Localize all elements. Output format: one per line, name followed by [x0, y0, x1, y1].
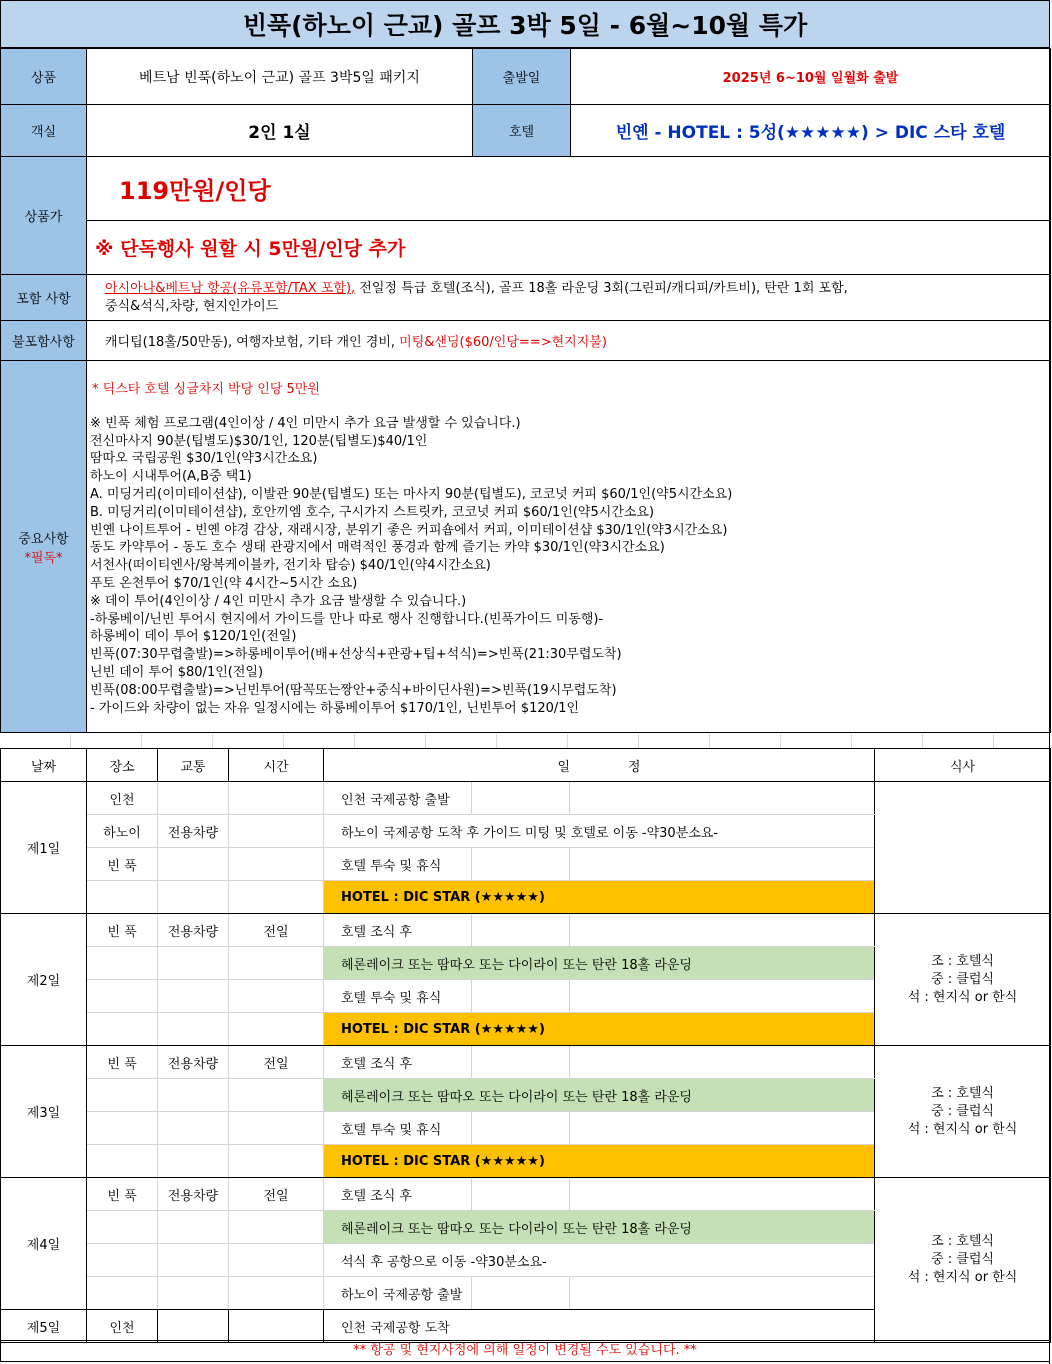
day4-time: 전일 — [229, 1178, 324, 1211]
day3-plan-1: 호텔 조식 후 — [324, 1046, 472, 1079]
important-line: 빈푹(08:00무렵출발)=>닌빈투어(땀꼭또는짱안+중식+바이딘사원)=>빈푹(19시무렵도착) — [90, 682, 617, 698]
day1-plan-2: 하노이 국제공항 도착 후 가이드 미팅 및 호텔로 이동 -약30분소요- — [324, 815, 875, 848]
day4-plan-1: 호텔 조식 후 — [324, 1178, 472, 1211]
important-line: A. 미딩거리(이미테이션샵), 이발관 90분(팁별도) 또는 마사지 90분(팁별도), 코코넛 커피 $60/1인(약5시간소요) — [90, 486, 733, 502]
day2-plan-1: 호텔 조식 후 — [324, 914, 472, 947]
day3-meal-lunch: 중 : 클럽식 — [931, 1103, 994, 1119]
product-label: 상품 — [1, 49, 87, 105]
day2-meal — [875, 914, 1051, 1046]
header-plan: 일 정 — [324, 749, 875, 782]
day4-meal-lunch: 중 : 클럽식 — [931, 1252, 994, 1267]
day3-meal-dinner: 석 : 현지식 or 한식 — [907, 1121, 1018, 1137]
day1-label: 제1일 — [1, 782, 87, 914]
day2-time: 전일 — [229, 914, 324, 947]
day3-meal — [875, 1046, 1051, 1178]
day1-plan-1: 인천 국제공항 출발 — [324, 782, 472, 815]
day1-place-3: 빈 푹 — [87, 848, 158, 881]
important-line: 동도 카약투어 - 동도 호수 생태 관광지에서 매력적인 풍경과 함께 즐기는 카약 $30/1인(약3시간소요) — [90, 540, 665, 556]
day4-plan-4: 하노이 국제공항 출발 — [324, 1277, 472, 1310]
right-border — [1049, 0, 1050, 1364]
important-label: 중요사항 — [18, 531, 69, 547]
important-label-cell — [1, 361, 87, 733]
include-value — [87, 275, 1051, 321]
header-transport: 교통 — [158, 749, 229, 782]
price-note: ※ 단독행사 원할 시 5만원/인당 추가 — [87, 221, 1051, 275]
room-value: 2인 1실 — [87, 105, 473, 157]
day3-meal-breakfast: 조 : 호텔식 — [931, 1085, 994, 1101]
day4-meal-dinner: 석 : 현지식 or 한식 — [907, 1270, 1018, 1285]
footer-notice: ** 항공 및 현지사정에 의해 일정이 변경될 수도 있습니다. ** — [0, 1340, 1050, 1362]
day4-meal — [875, 1178, 1051, 1343]
hotel-value: 빈옌 - HOTEL : 5성(★★★★★) > DIC 스타 호텔 — [571, 105, 1051, 157]
day3-time: 전일 — [229, 1046, 324, 1079]
departure-label: 출발일 — [473, 49, 571, 105]
day3-transport: 전용차량 — [158, 1046, 229, 1079]
day4-place: 빈 푹 — [87, 1178, 158, 1211]
day5-place: 인천 — [87, 1310, 158, 1343]
day3-place: 빈 푹 — [87, 1046, 158, 1079]
day2-place: 빈 푹 — [87, 914, 158, 947]
important-line: 빈푹(07:30무렵출발)=>하롱베이투어(배+선상식+관광+팁+석식)=>빈푹(21:30무렵도착) — [90, 647, 622, 663]
day4-plan-3: 석식 후 공항으로 이동 -약30분소요- — [324, 1244, 875, 1277]
day4-transport: 전용차량 — [158, 1178, 229, 1211]
price-value: 119만원/인당 — [87, 157, 1051, 221]
price-label: 상품가 — [1, 157, 87, 275]
include-items-1: 전일정 특급 호텔(조식), 골프 18홀 라운딩 3회(그린피/캐디피/카트비), 탄란 1회 포함, — [355, 280, 848, 296]
departure-value: 2025년 6~10월 일월화 출발 — [571, 49, 1051, 105]
day1-meal — [875, 782, 1051, 914]
header-time: 시간 — [229, 749, 324, 782]
important-line: 하롱베이 데이 투어 $120/1인(전일) — [90, 629, 297, 645]
day1-transport: 전용차량 — [158, 815, 229, 848]
important-line: 하노이 시내투어(A,B중 택1) — [90, 469, 252, 485]
product-value: 베트남 빈푹(하노이 근교) 골프 3박5일 패키지 — [87, 49, 473, 105]
important-line: B. 미딩거리(이미테이션샵), 호안끼엠 호수, 구시가지 스트릿카, 코코넛 커피 $60/1인(약5시간소요) — [90, 504, 655, 520]
important-line: 닌빈 데이 투어 $80/1인(전일) — [90, 664, 264, 680]
day5-plan: 인천 국제공항 도착 — [324, 1310, 875, 1343]
day2-label: 제2일 — [1, 914, 87, 1046]
important-line: 빈옌 나이트투어 - 빈옌 야경 감상, 재래시장, 분위기 좋은 커피숍에서 커피, 이미테이션샵 $30/1인(약3시간소요) — [90, 522, 728, 538]
single-charge-note: * 딕스타 호텔 싱글차지 박당 인당 5만원 — [92, 382, 320, 397]
important-line: 전신마사지 90분(팁별도)$30/1인, 120분(팁별도)$40/1인 — [90, 433, 428, 449]
package-info-table — [0, 48, 1051, 733]
day3-hotel: HOTEL : DIC STAR (★★★★★) — [324, 1145, 875, 1178]
day4-golf: 헤론레이크 또는 땀따오 또는 다이라이 또는 탄란 18홀 라운딩 — [324, 1211, 875, 1244]
day2-meal-lunch: 중 : 클럽식 — [931, 971, 994, 987]
header-place: 장소 — [87, 749, 158, 782]
important-line: -하롱베이/닌빈 투어시 현지에서 가이드를 만나 따로 행사 진행합니다.(빈푹가이드 미동행)- — [90, 611, 604, 627]
day4-meal-breakfast: 조 : 호텔식 — [931, 1234, 994, 1249]
exclude-items: 캐디팁(18홀/50만동), 여행자보험, 기타 개인 경비, — [105, 335, 400, 350]
day4-label: 제4일 — [1, 1178, 87, 1310]
day1-plan-3: 호텔 투숙 및 휴식 — [324, 848, 472, 881]
hotel-label: 호텔 — [473, 105, 571, 157]
exclude-meeting: 미팅&샌딩($60/인당==>현지지불) — [399, 335, 607, 350]
schedule-table — [0, 748, 1051, 1343]
day2-transport: 전용차량 — [158, 914, 229, 947]
include-items-2: 중식&석식,차량, 현지인가이드 — [105, 298, 279, 314]
day5-label: 제5일 — [1, 1310, 87, 1343]
day3-golf: 헤론레이크 또는 땀따오 또는 다이라이 또는 탄란 18홀 라운딩 — [324, 1079, 875, 1112]
important-line: ※ 빈푹 체험 프로그램(4인이상 / 4인 미만시 추가 요금 발생할 수 있습니다.) — [90, 415, 521, 431]
important-line: 땀따오 국립공원 $30/1인(약3시간소요) — [90, 451, 318, 467]
important-line: 서천사(떠이티엔사/왕복케이블카, 전기차 탑승) $40/1인(약4시간소요) — [90, 558, 491, 574]
important-notes — [87, 361, 1051, 733]
day1-hotel: HOTEL : DIC STAR (★★★★★) — [324, 881, 875, 914]
page-title: 빈푹(하노이 근교) 골프 3박 5일 - 6월~10월 특가 — [0, 0, 1050, 48]
day3-plan-3: 호텔 투숙 및 휴식 — [324, 1112, 472, 1145]
exclude-label: 불포함사항 — [1, 321, 87, 361]
day2-meal-breakfast: 조 : 호텔식 — [931, 953, 994, 969]
header-meal: 식사 — [875, 749, 1051, 782]
day1-place-1: 인천 — [87, 782, 158, 815]
day2-plan-3: 호텔 투숙 및 휴식 — [324, 980, 472, 1013]
day2-hotel: HOTEL : DIC STAR (★★★★★) — [324, 1013, 875, 1046]
day3-label: 제3일 — [1, 1046, 87, 1178]
important-line: 푸토 온천투어 $70/1인(약 4시간~5시간 소요) — [90, 575, 358, 591]
include-label: 포함 사항 — [1, 275, 87, 321]
important-sublabel: *필독* — [24, 550, 63, 566]
exclude-value — [87, 321, 1051, 361]
day2-meal-dinner: 석 : 현지식 or 한식 — [907, 989, 1018, 1005]
important-line: ※ 데이 투어(4인이상 / 4인 미만시 추가 요금 발생할 수 있습니다.) — [90, 593, 467, 609]
important-line: - 가이드와 차량이 없는 자유 일정시에는 하롱베이투어 $170/1인, 닌빈투어 $120/1인 — [90, 700, 580, 716]
day2-golf: 헤론레이크 또는 땀따오 또는 다이라이 또는 탄란 18홀 라운딩 — [324, 947, 875, 980]
include-airline: 아시아나&베트남 항공(유류포함/TAX 포함), — [105, 280, 356, 296]
day1-place-2: 하노이 — [87, 815, 158, 848]
room-label: 객실 — [1, 105, 87, 157]
section-gap — [0, 734, 1050, 748]
header-date: 날짜 — [1, 749, 87, 782]
